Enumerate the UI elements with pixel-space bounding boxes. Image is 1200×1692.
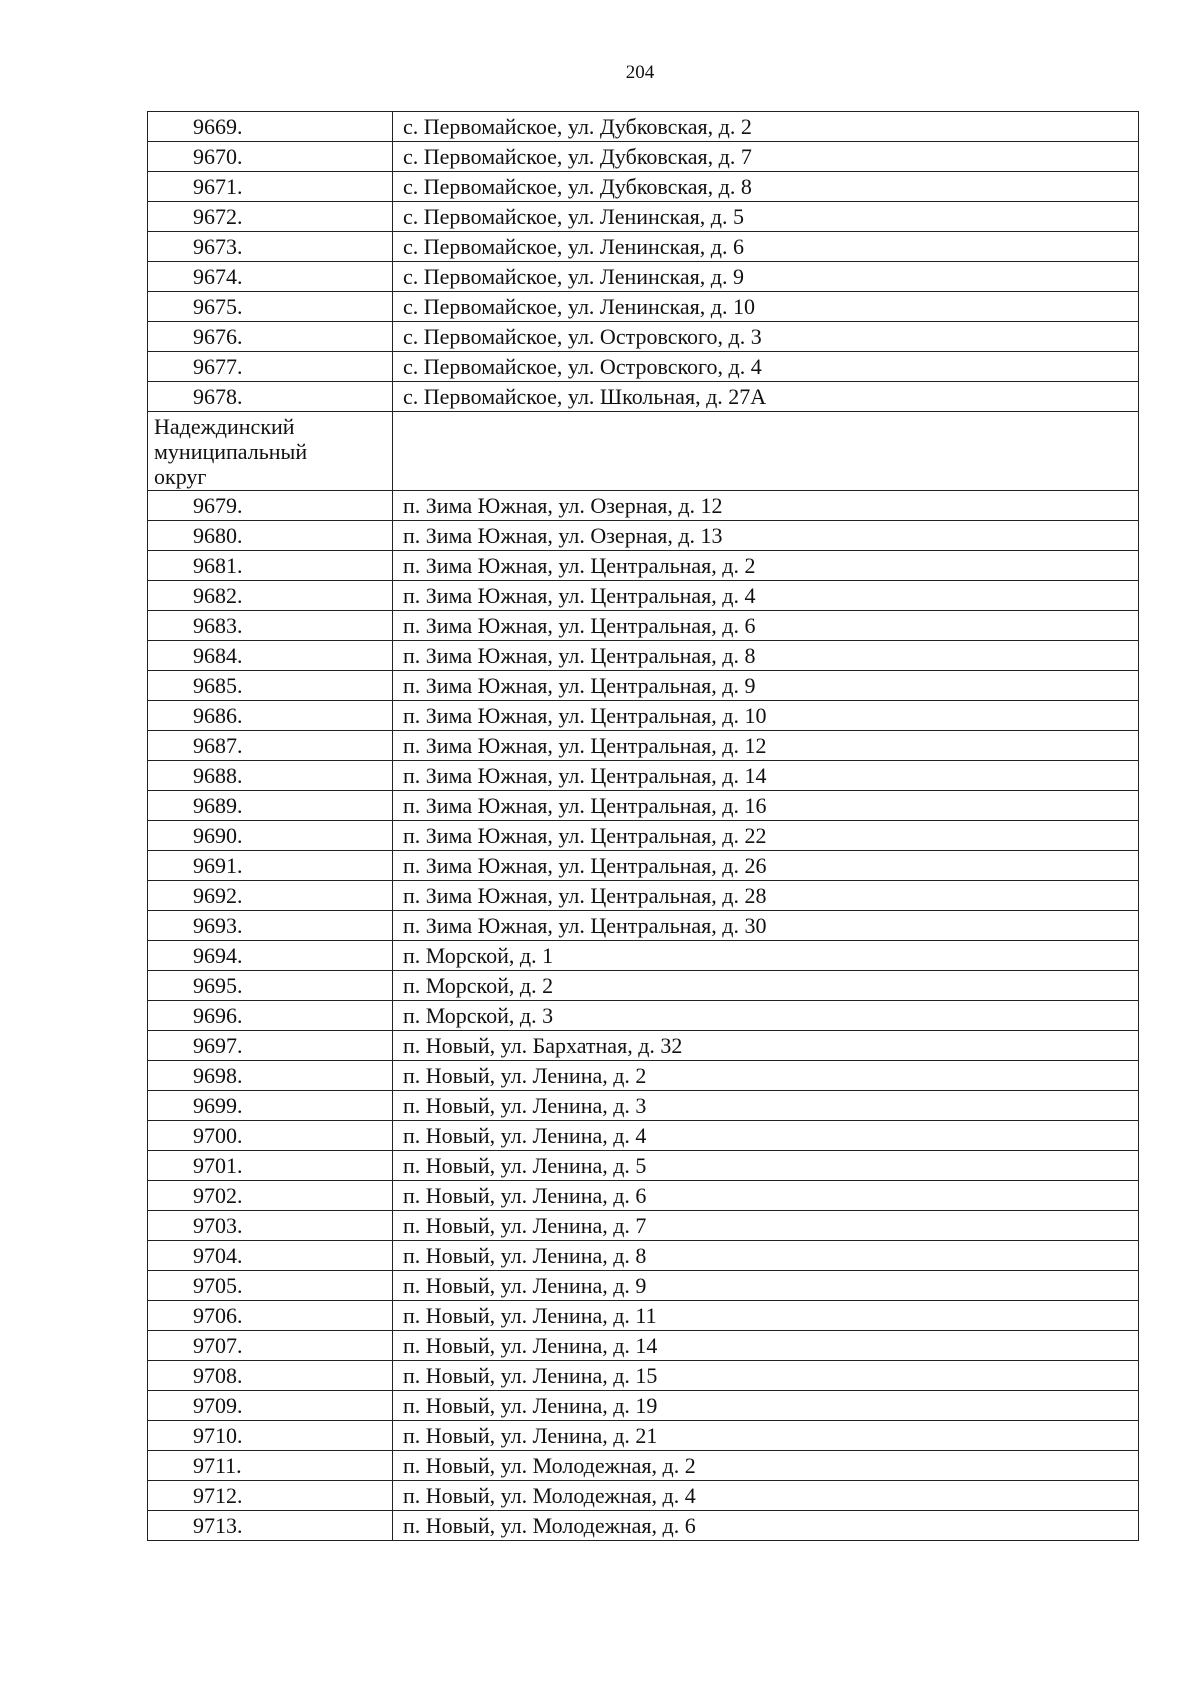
table-row xyxy=(148,671,1139,701)
row-number: 9692. xyxy=(148,881,393,911)
table-row xyxy=(148,581,1139,611)
row-number: 9676. xyxy=(148,322,393,352)
row-address: п. Зима Южная, ул. Озерная, д. 12 xyxy=(393,491,1139,521)
table-row xyxy=(148,941,1139,971)
row-address: с. Первомайское, ул. Ленинская, д. 6 xyxy=(393,232,1139,262)
row-address: п. Зима Южная, ул. Центральная, д. 6 xyxy=(393,611,1139,641)
row-number: 9711. xyxy=(148,1451,393,1481)
table-row xyxy=(148,731,1139,761)
row-number: 9671. xyxy=(148,172,393,202)
row-number: 9696. xyxy=(148,1001,393,1031)
row-address: с. Первомайское, ул. Школьная, д. 27А xyxy=(393,382,1139,412)
row-address: п. Новый, ул. Молодежная, д. 4 xyxy=(393,1481,1139,1511)
row-address: с. Первомайское, ул. Островского, д. 3 xyxy=(393,322,1139,352)
row-number: 9690. xyxy=(148,821,393,851)
row-number: 9689. xyxy=(148,791,393,821)
table-row xyxy=(148,611,1139,641)
table-group-section xyxy=(148,412,1139,491)
row-address: п. Новый, ул. Ленина, д. 4 xyxy=(393,1121,1139,1151)
table-row xyxy=(148,1211,1139,1241)
table-row xyxy=(148,202,1139,232)
row-number: 9688. xyxy=(148,761,393,791)
row-number: 9701. xyxy=(148,1151,393,1181)
table-row xyxy=(148,262,1139,292)
row-address: п. Новый, ул. Ленина, д. 8 xyxy=(393,1241,1139,1271)
table-row xyxy=(148,1481,1139,1511)
table-row xyxy=(148,821,1139,851)
table-row xyxy=(148,1061,1139,1091)
row-number: 9686. xyxy=(148,701,393,731)
row-number: 9698. xyxy=(148,1061,393,1091)
row-number: 9695. xyxy=(148,971,393,1001)
row-address: п. Морской, д. 1 xyxy=(393,941,1139,971)
table-row xyxy=(148,521,1139,551)
row-address: п. Зима Южная, ул. Центральная, д. 2 xyxy=(393,551,1139,581)
table-row xyxy=(148,1301,1139,1331)
table-row xyxy=(148,761,1139,791)
table-row xyxy=(148,851,1139,881)
row-address: п. Зима Южная, ул. Центральная, д. 26 xyxy=(393,851,1139,881)
row-number: 9709. xyxy=(148,1391,393,1421)
row-number: 9710. xyxy=(148,1421,393,1451)
row-address: п. Зима Южная, ул. Центральная, д. 4 xyxy=(393,581,1139,611)
row-number: 9670. xyxy=(148,142,393,172)
table-row xyxy=(148,1181,1139,1211)
table-row xyxy=(148,1451,1139,1481)
row-number: 9680. xyxy=(148,521,393,551)
row-number: 9677. xyxy=(148,352,393,382)
row-number: 9705. xyxy=(148,1271,393,1301)
table-body-after-group xyxy=(148,491,1139,1541)
row-address: п. Зима Южная, ул. Центральная, д. 8 xyxy=(393,641,1139,671)
table-row xyxy=(148,1421,1139,1451)
table-body-before-group xyxy=(148,112,1139,412)
group-label-line: Надеждинский xyxy=(154,414,295,439)
group-label xyxy=(148,412,393,491)
table-row xyxy=(148,881,1139,911)
table-row xyxy=(148,1121,1139,1151)
row-number: 9694. xyxy=(148,941,393,971)
row-address: п. Новый, ул. Ленина, д. 11 xyxy=(393,1301,1139,1331)
row-number: 9693. xyxy=(148,911,393,941)
table-row xyxy=(148,292,1139,322)
row-address: с. Первомайское, ул. Ленинская, д. 5 xyxy=(393,202,1139,232)
table-row xyxy=(148,1031,1139,1061)
table-row xyxy=(148,701,1139,731)
table-row xyxy=(148,551,1139,581)
page-number: 204 xyxy=(625,62,655,83)
table-row xyxy=(148,232,1139,262)
row-number: 9683. xyxy=(148,611,393,641)
row-address: с. Первомайское, ул. Ленинская, д. 9 xyxy=(393,262,1139,292)
table-row xyxy=(148,1151,1139,1181)
row-number: 9687. xyxy=(148,731,393,761)
row-number: 9681. xyxy=(148,551,393,581)
table-row xyxy=(148,791,1139,821)
row-address: п. Зима Южная, ул. Озерная, д. 13 xyxy=(393,521,1139,551)
group-label-line: округ xyxy=(154,464,207,489)
row-address: п. Зима Южная, ул. Центральная, д. 10 xyxy=(393,701,1139,731)
row-number: 9708. xyxy=(148,1361,393,1391)
table-row xyxy=(148,1391,1139,1421)
table-row xyxy=(148,1241,1139,1271)
row-address: п. Новый, ул. Ленина, д. 7 xyxy=(393,1211,1139,1241)
table-row xyxy=(148,382,1139,412)
table-row xyxy=(148,641,1139,671)
table-row xyxy=(148,1361,1139,1391)
row-address: п. Морской, д. 2 xyxy=(393,971,1139,1001)
row-address: с. Первомайское, ул. Дубковская, д. 2 xyxy=(393,112,1139,142)
row-number: 9674. xyxy=(148,262,393,292)
row-address: п. Новый, ул. Ленина, д. 6 xyxy=(393,1181,1139,1211)
row-number: 9712. xyxy=(148,1481,393,1511)
row-number: 9678. xyxy=(148,382,393,412)
row-address: п. Новый, ул. Ленина, д. 5 xyxy=(393,1151,1139,1181)
row-number: 9704. xyxy=(148,1241,393,1271)
row-number: 9669. xyxy=(148,112,393,142)
row-number: 9703. xyxy=(148,1211,393,1241)
table-row xyxy=(148,1001,1139,1031)
table-row xyxy=(148,112,1139,142)
row-number: 9679. xyxy=(148,491,393,521)
table-row xyxy=(148,322,1139,352)
row-number: 9713. xyxy=(148,1511,393,1541)
table-row xyxy=(148,352,1139,382)
row-number: 9707. xyxy=(148,1331,393,1361)
row-address: п. Зима Южная, ул. Центральная, д. 9 xyxy=(393,671,1139,701)
table-row xyxy=(148,491,1139,521)
row-number: 9672. xyxy=(148,202,393,232)
row-address: п. Новый, ул. Ленина, д. 21 xyxy=(393,1421,1139,1451)
address-table xyxy=(147,111,1139,1541)
group-row xyxy=(148,412,1139,491)
table-row xyxy=(148,1331,1139,1361)
row-number: 9685. xyxy=(148,671,393,701)
row-address: п. Новый, ул. Бархатная, д. 32 xyxy=(393,1031,1139,1061)
row-address: п. Новый, ул. Ленина, д. 19 xyxy=(393,1391,1139,1421)
table-row xyxy=(148,172,1139,202)
row-number: 9699. xyxy=(148,1091,393,1121)
row-number: 9702. xyxy=(148,1181,393,1211)
row-number: 9700. xyxy=(148,1121,393,1151)
row-address: с. Первомайское, ул. Дубковская, д. 8 xyxy=(393,172,1139,202)
row-address: п. Зима Южная, ул. Центральная, д. 22 xyxy=(393,821,1139,851)
row-address: с. Первомайское, ул. Ленинская, д. 10 xyxy=(393,292,1139,322)
row-number: 9691. xyxy=(148,851,393,881)
row-address: п. Зима Южная, ул. Центральная, д. 14 xyxy=(393,761,1139,791)
table-row xyxy=(148,911,1139,941)
row-address: с. Первомайское, ул. Островского, д. 4 xyxy=(393,352,1139,382)
row-address: п. Новый, ул. Ленина, д. 14 xyxy=(393,1331,1139,1361)
table-row xyxy=(148,1511,1139,1541)
row-number: 9684. xyxy=(148,641,393,671)
row-address: п. Зима Южная, ул. Центральная, д. 30 xyxy=(393,911,1139,941)
row-address: п. Новый, ул. Молодежная, д. 2 xyxy=(393,1451,1139,1481)
row-address: п. Новый, ул. Ленина, д. 9 xyxy=(393,1271,1139,1301)
row-address: п. Новый, ул. Молодежная, д. 6 xyxy=(393,1511,1139,1541)
row-address: п. Морской, д. 3 xyxy=(393,1001,1139,1031)
row-number: 9697. xyxy=(148,1031,393,1061)
table-row xyxy=(148,142,1139,172)
group-empty-cell xyxy=(393,412,1139,491)
table-row xyxy=(148,971,1139,1001)
row-number: 9673. xyxy=(148,232,393,262)
table-row xyxy=(148,1091,1139,1121)
row-number: 9682. xyxy=(148,581,393,611)
row-address: п. Новый, ул. Ленина, д. 15 xyxy=(393,1361,1139,1391)
row-address: п. Новый, ул. Ленина, д. 3 xyxy=(393,1091,1139,1121)
row-address: п. Зима Южная, ул. Центральная, д. 12 xyxy=(393,731,1139,761)
row-number: 9706. xyxy=(148,1301,393,1331)
table-row xyxy=(148,1271,1139,1301)
row-number: 9675. xyxy=(148,292,393,322)
row-address: п. Зима Южная, ул. Центральная, д. 28 xyxy=(393,881,1139,911)
row-address: с. Первомайское, ул. Дубковская, д. 7 xyxy=(393,142,1139,172)
row-address: п. Новый, ул. Ленина, д. 2 xyxy=(393,1061,1139,1091)
row-address: п. Зима Южная, ул. Центральная, д. 16 xyxy=(393,791,1139,821)
group-label-line: муниципальный xyxy=(154,439,308,464)
